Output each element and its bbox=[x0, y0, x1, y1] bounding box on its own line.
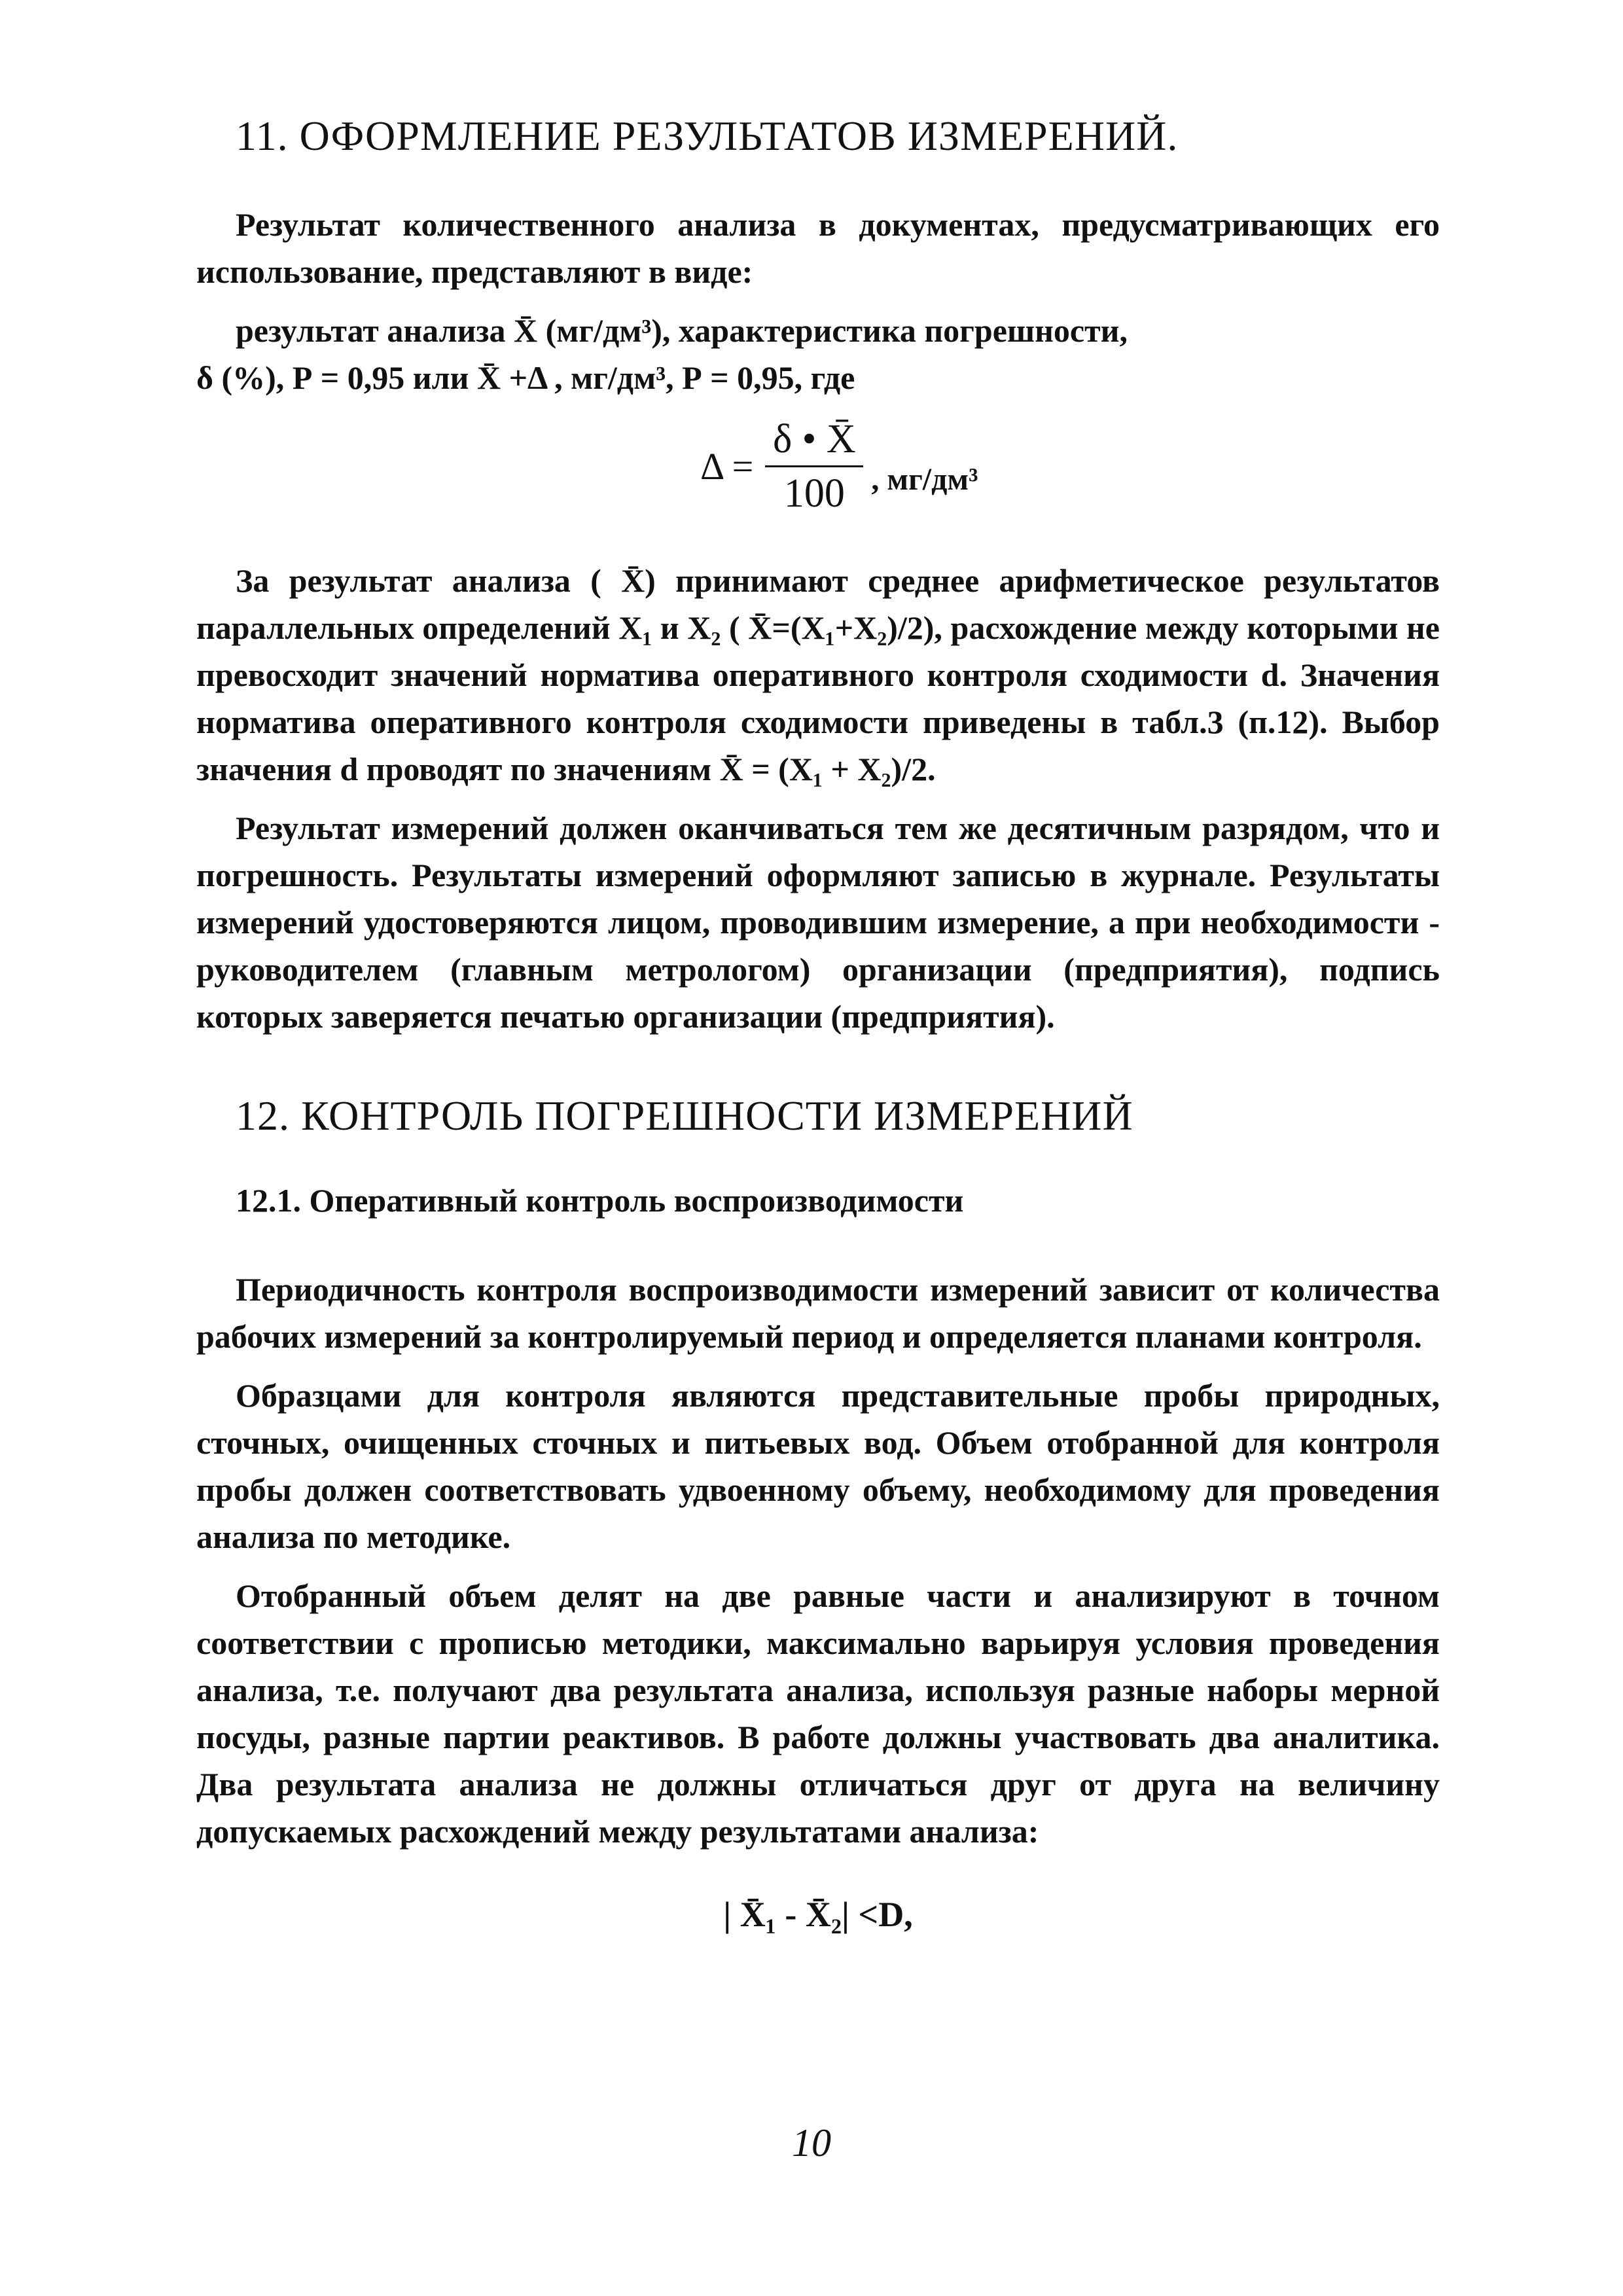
section-gap bbox=[196, 1052, 1440, 1091]
section-11-paragraph-2-line-2: δ (%), Р = 0,95 или X̄ +Δ , мг/дм³, Р = 0,95, где bbox=[196, 359, 855, 396]
delta-fraction-numerator: δ • X̄ bbox=[772, 416, 856, 461]
section-11-paragraph-2-line-1: результат анализа X̄ (мг/дм³), характеристика погрешности, bbox=[236, 312, 1128, 349]
section-11-paragraph-2 bbox=[196, 307, 1440, 401]
section-12-paragraph-1: Периодичность контроля воспроизводимости измерений зависит от количества рабочих измерений за контролируемый период и определяется планами контроля. bbox=[196, 1270, 1440, 1355]
section-11-paragraph-4: Результат измерений должен оканчиваться тем же десятичным разрядом, что и погрешность. Результаты измерений оформляют записью в журнале. Результаты измерений удостоверяются лицом, проводившим измерение, а при необходимости - руководителем (главным метрологом) организации (предприятия), подпись которых заверяется печатью организации (предприятия). bbox=[196, 809, 1440, 1035]
page-number: 10 bbox=[792, 2121, 831, 2164]
section-11-title: 11. ОФОРМЛЕНИЕ РЕЗУЛЬТАТОВ ИЗМЕРЕНИЙ. bbox=[236, 113, 1179, 159]
delta-fraction-body bbox=[765, 413, 863, 520]
discrepancy-formula: | X̄₁ - X̄₂| <D, bbox=[723, 1894, 913, 1934]
document-page bbox=[196, 111, 1440, 1935]
delta-formula bbox=[196, 413, 1440, 544]
delta-formula-unit: , мг/дм³ bbox=[871, 461, 978, 497]
section-11-paragraph-1: Результат количественного анализа в документах, предусматривающих его использование, представляют в виде: bbox=[196, 206, 1440, 290]
delta-fraction bbox=[700, 413, 978, 520]
subsection-12-1-title: 12.1. Оперативный контроль воспроизводимости bbox=[236, 1181, 964, 1219]
section-12-paragraph-2: Образцами для контроля являются представительные пробы природных, сточных, очищенных сточных и питьевых вод. Объем отобранной для контроля пробы должен соответствовать удвоенному объему, необходимому для проведения анализа по методике. bbox=[196, 1376, 1440, 1555]
delta-formula-lhs: Δ = bbox=[700, 444, 754, 488]
delta-fraction-denominator: 100 bbox=[783, 471, 845, 516]
section-11-paragraph-3: За результат анализа ( X̄) принимают среднее арифметическое результатов параллельных определений X₁ и X₂ ( X̄=(X₁+X₂)/2), расхождение между которыми не превосходит значений норматива оперативного контроля сходимости d. Значения норматива оперативного контроля сходимости приведены в табл.3 (п.12). Выбор значения d проводят по значениям X̄ = (X₁ + X₂)/2. bbox=[196, 562, 1440, 787]
section-12-paragraph-3: Отобранный объем делят на две равные части и анализируют в точном соответствии с прописью методики, максимально варьируя условия проведения анализа, т.е. получают два результата анализа, используя разные наборы мерной посуды, разные партии реактивов. В работе должны участвовать два аналитика. Два результата анализа не должны отличаться друг от друга на величину допускаемых расхождений между результатами анализа: bbox=[196, 1577, 1440, 1850]
section-12-title: 12. КОНТРОЛЬ ПОГРЕШНОСТИ ИЗМЕРЕНИЙ bbox=[236, 1092, 1133, 1139]
